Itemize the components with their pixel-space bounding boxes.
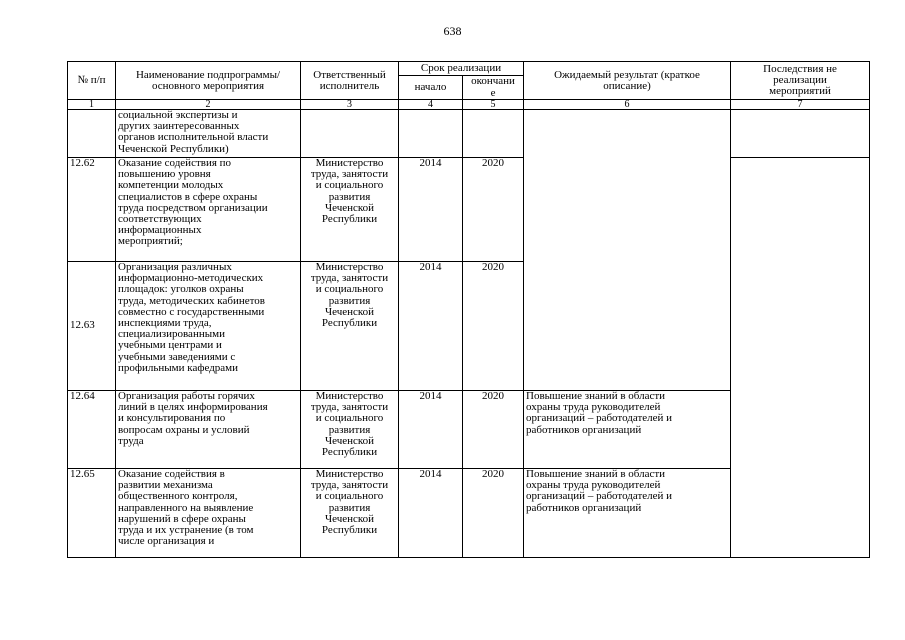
row-responsible [301, 110, 399, 158]
row-name: Организация работы горячих линий в целях информирования и консультирования по вопросам охраны и условий труда [116, 391, 301, 469]
row-start: 2014 [399, 262, 463, 391]
header-start: начало [399, 76, 463, 100]
row-start: 2014 [399, 158, 463, 262]
row-consequence-merged [731, 158, 870, 558]
row-consequence [731, 110, 870, 158]
table-row [68, 110, 870, 158]
row-id [68, 110, 116, 158]
row-start: 2014 [399, 391, 463, 469]
col-number: 3 [301, 100, 399, 110]
row-id: 12.63 [68, 262, 116, 391]
row-name: Оказание содействия в развитии механизма общественного контроля, направленного на выявление нарушений в сфере охраны труда и их устранение (в том числе организация и [116, 469, 301, 558]
row-end: 2020 [463, 469, 524, 558]
row-result: Повышение знаний в области охраны труда руководителей организаций – работодателей и работников организаций [524, 469, 731, 558]
page-number: 638 [443, 24, 462, 38]
row-end [463, 110, 524, 158]
row-name: Оказание содействия по повышению уровня компетенции молодых специалистов в сфере охраны труда посредством организации соответствующих информационных мероприятий; [116, 158, 301, 262]
row-responsible: Министерство труда, занятости и социального развития Чеченской Республики [301, 469, 399, 558]
header-num: № п/п [68, 62, 116, 100]
row-responsible: Министерство труда, занятости и социального развития Чеченской Республики [301, 158, 399, 262]
header-responsible: Ответственный исполнитель [301, 62, 399, 100]
row-end: 2020 [463, 391, 524, 469]
row-result-merged [524, 110, 731, 391]
row-start [399, 110, 463, 158]
row-result: Повышение знаний в области охраны труда руководителей организаций – работодателей и работников организаций [524, 391, 731, 469]
header-period: Срок реализации [399, 62, 524, 76]
row-name: социальной экспертизы и других заинтересованных органов исполнительной власти Чеченской Республики) [116, 110, 301, 158]
header-end: окончани е [463, 76, 524, 100]
table-row [68, 158, 870, 262]
row-id: 12.65 [68, 469, 116, 558]
header-result: Ожидаемый результат (краткое описание) [524, 62, 731, 100]
col-number: 1 [68, 100, 116, 110]
row-responsible: Министерство труда, занятости и социального развития Чеченской Республики [301, 391, 399, 469]
row-id: 12.62 [68, 158, 116, 262]
row-responsible: Министерство труда, занятости и социального развития Чеченской Республики [301, 262, 399, 391]
row-id: 12.64 [68, 391, 116, 469]
col-number: 2 [116, 100, 301, 110]
col-number: 6 [524, 100, 731, 110]
col-number: 7 [731, 100, 870, 110]
measures-table [67, 61, 870, 558]
header-name: Наименование подпрограммы/ основного мероприятия [116, 62, 301, 100]
header-consequence: Последствия не реализации мероприятий [731, 62, 870, 100]
row-start: 2014 [399, 469, 463, 558]
row-end: 2020 [463, 262, 524, 391]
col-number: 4 [399, 100, 463, 110]
col-number: 5 [463, 100, 524, 110]
row-name: Организация различных информационно-методических площадок: уголков охраны труда, методических кабинетов совместно с государственными инспекциями труда, специализированными учебными центрами и учебными заведениями с профильными кафедрами [116, 262, 301, 391]
row-end: 2020 [463, 158, 524, 262]
